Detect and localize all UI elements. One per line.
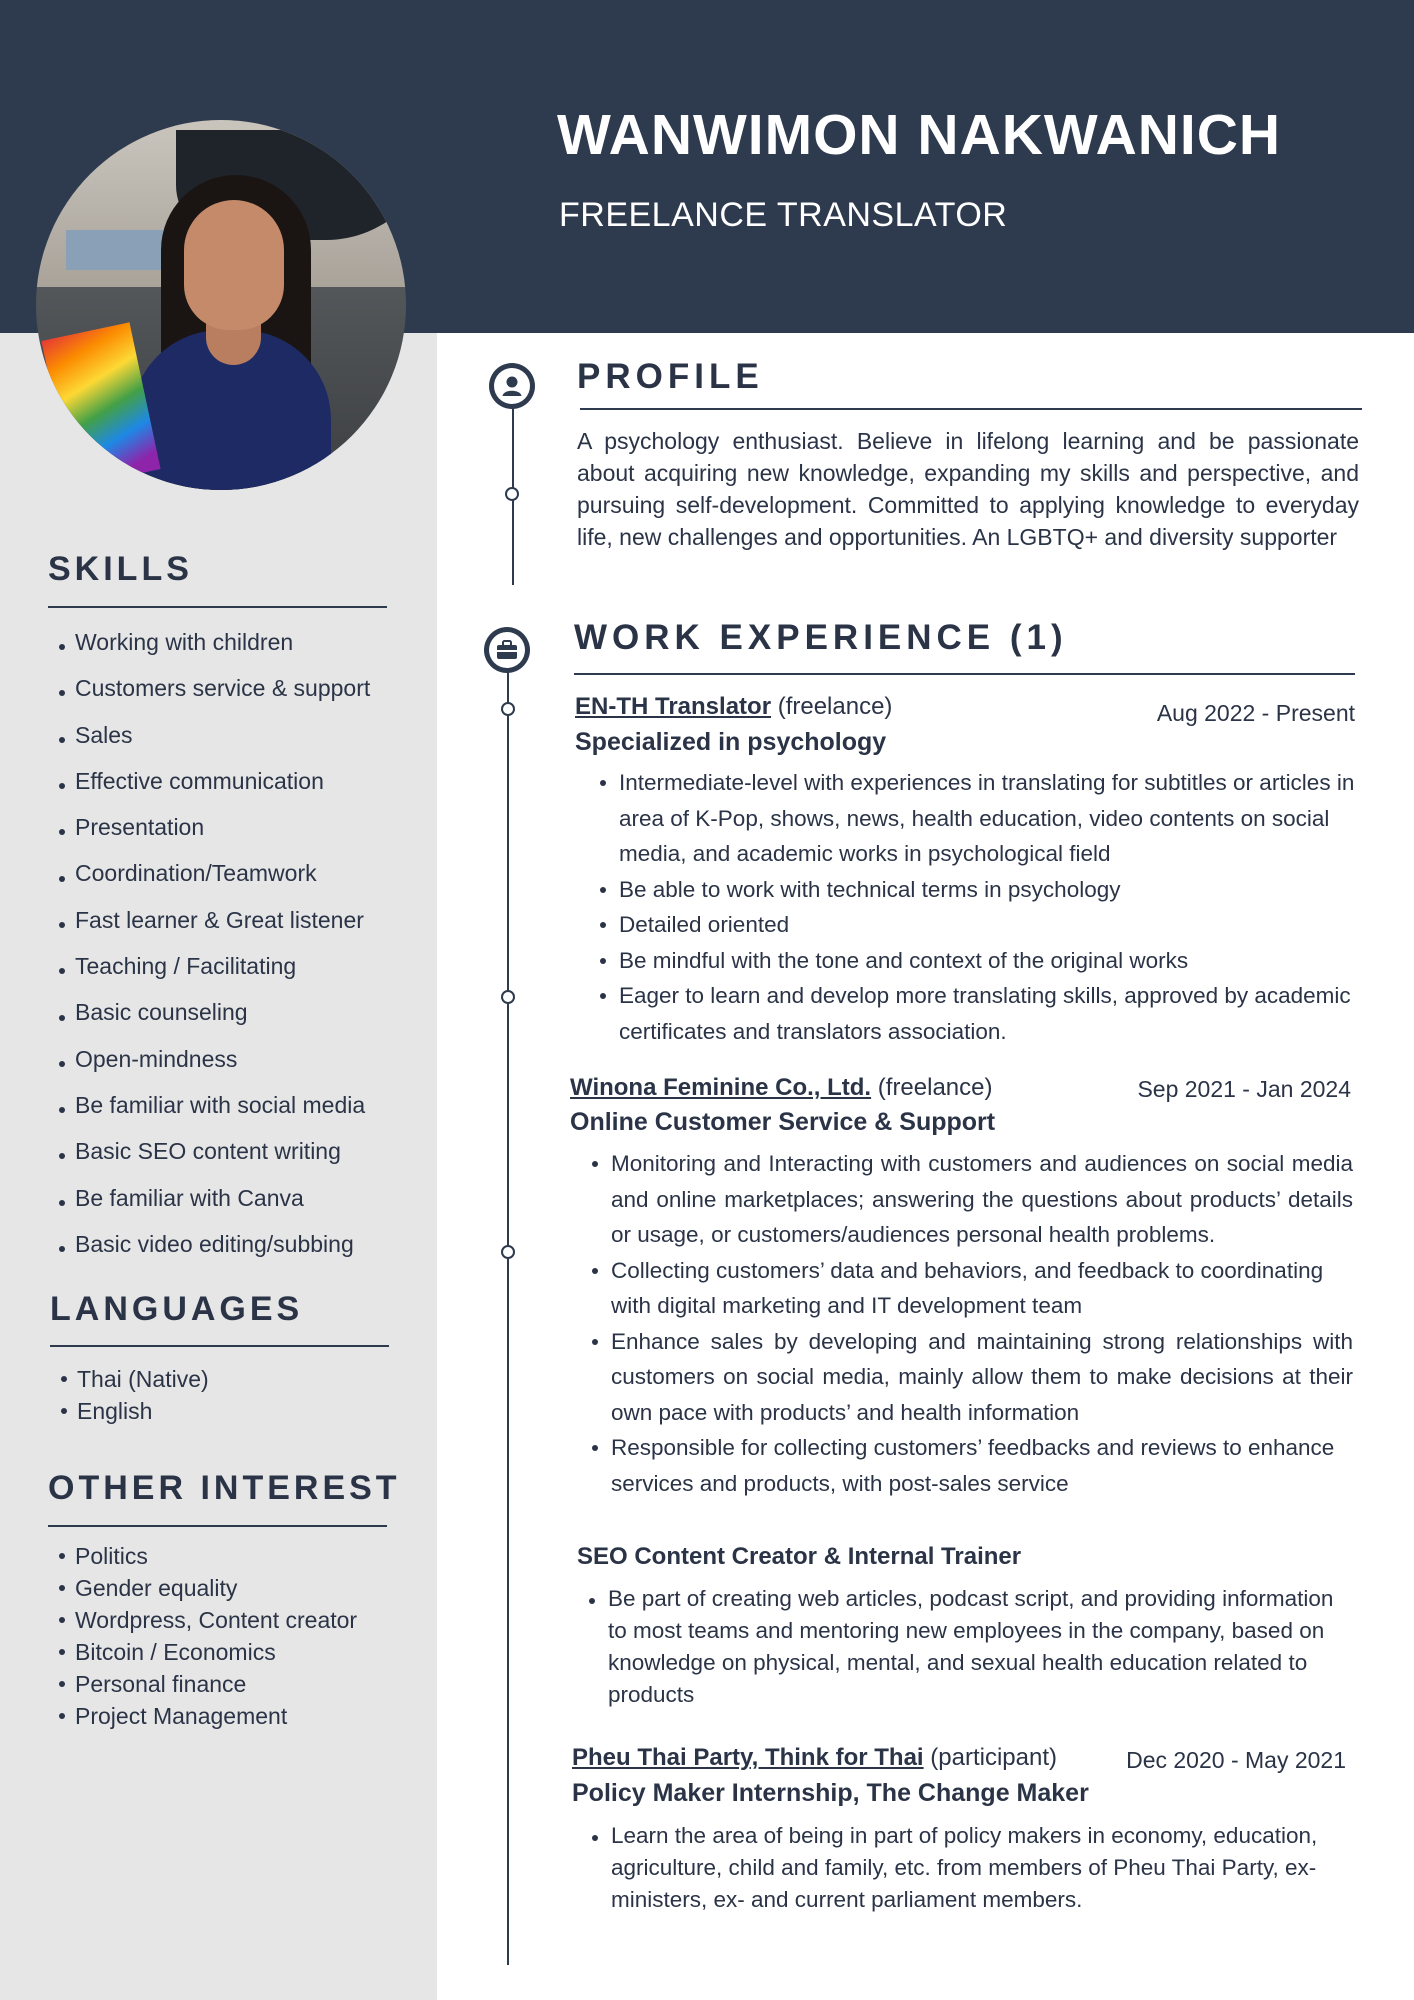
- timeline-node: [501, 702, 515, 716]
- timeline-node: [501, 990, 515, 1004]
- work-heading: WORK EXPERIENCE (1): [574, 618, 1068, 657]
- job-bullets: [581, 1820, 1331, 1916]
- job-date: Aug 2022 - Present: [1156, 700, 1355, 726]
- job-type: (freelance): [877, 1074, 993, 1101]
- job-subtitle: Policy Maker Internship, The Change Maker: [572, 1779, 1089, 1807]
- skill-item: Sales: [48, 717, 370, 763]
- job-role: FREELANCE TRANSLATOR: [559, 196, 1008, 234]
- interest-item: Personal finance: [48, 1668, 357, 1700]
- job-bullet: Intermediate-level with experiences in translating for subtitles or articles in area of K-Pop, shows, news, health education, video contents on social media, and academic works in psychological field: [589, 765, 1359, 872]
- skill-item: Basic video editing/subbing: [48, 1226, 370, 1272]
- work-rule: [574, 673, 1355, 675]
- timeline-node: [501, 1245, 515, 1259]
- skill-item: Basic counseling: [48, 994, 370, 1040]
- job-title-line: [572, 1744, 1057, 1772]
- interest-item: Gender equality: [48, 1572, 357, 1604]
- skill-item: Basic SEO content writing: [48, 1133, 370, 1179]
- skill-item: Be familiar with social media: [48, 1087, 370, 1133]
- interest-item: Politics: [48, 1540, 357, 1572]
- job-bullets: [589, 765, 1359, 1049]
- profile-heading: PROFILE: [577, 357, 764, 396]
- interests-list: [48, 1540, 357, 1732]
- briefcase-icon: [484, 627, 530, 673]
- skill-item: Be familiar with Canva: [48, 1180, 370, 1226]
- job-bullets-2: [578, 1583, 1338, 1711]
- languages-heading: LANGUAGES: [50, 1290, 304, 1328]
- skill-item: Fast learner & Great listener: [48, 902, 370, 948]
- skill-item: Presentation: [48, 809, 370, 855]
- interests-rule: [48, 1525, 387, 1527]
- interest-item: Wordpress, Content creator: [48, 1604, 357, 1636]
- skill-item: Teaching / Facilitating: [48, 948, 370, 994]
- job-bullet: Responsible for collecting customers’ feedbacks and reviews to enhance services and products, with post-sales service: [581, 1430, 1353, 1501]
- language-item: English: [50, 1395, 209, 1427]
- skill-item: Coordination/Teamwork: [48, 855, 370, 901]
- skill-item: Open-mindness: [48, 1041, 370, 1087]
- skill-item: Effective communication: [48, 763, 370, 809]
- job-subtitle: Online Customer Service & Support: [570, 1108, 996, 1136]
- job-date: Dec 2020 - May 2021: [1126, 1747, 1346, 1773]
- company-link[interactable]: EN-TH Translator: [575, 693, 772, 720]
- job-bullet: Detailed oriented: [589, 907, 1359, 943]
- job-type: (freelance): [777, 693, 893, 720]
- skills-list: [48, 624, 370, 1272]
- job-bullet: Collecting customers’ data and behaviors, and feedback to coordinating with digital marketing and IT development team: [581, 1253, 1353, 1324]
- timeline-line-work: [507, 660, 509, 1965]
- job-title-line: [570, 1074, 993, 1102]
- interests-heading: OTHER INTEREST: [48, 1469, 401, 1507]
- profile-photo: [36, 120, 406, 490]
- skill-item: Customers service & support: [48, 670, 370, 716]
- job-subtitle: Specialized in psychology: [575, 728, 887, 756]
- job-bullet: Eager to learn and develop more translating skills, approved by academic certificates and translators association.: [589, 978, 1359, 1049]
- interest-item: Project Management: [48, 1700, 357, 1732]
- job-bullet: Enhance sales by developing and maintaining strong relationships with customers on social media, mainly allow them to make decisions at their own pace with products’ and health information: [581, 1324, 1353, 1431]
- full-name: WANWIMON NAKWANICH: [557, 103, 1282, 167]
- skill-item: Working with children: [48, 624, 370, 670]
- job-bullet: Learn the area of being in part of policy makers in economy, education, agriculture, child and family, etc. from members of Pheu Thai Party, ex-ministers, ex- and current parliament members.: [581, 1820, 1331, 1916]
- job-bullet: Be part of creating web articles, podcast script, and providing information to most teams and mentoring new employees in the company, based on knowledge on physical, mental, and sexual health education related to products: [578, 1583, 1338, 1711]
- languages-list: [50, 1363, 209, 1427]
- languages-rule: [50, 1345, 389, 1347]
- company-link[interactable]: Pheu Thai Party, Think for Thai: [572, 1744, 924, 1771]
- profile-rule: [580, 408, 1362, 410]
- job-bullet: Be mindful with the tone and context of the original works: [589, 943, 1359, 979]
- job-type: (participant): [930, 1744, 1057, 1771]
- job-subtitle-2: SEO Content Creator & Internal Trainer: [577, 1543, 1022, 1570]
- timeline-line-profile: [512, 385, 514, 585]
- skills-heading: SKILLS: [48, 550, 193, 588]
- language-item: Thai (Native): [50, 1363, 209, 1395]
- profile-text: A psychology enthusiast. Believe in lifelong learning and be passionate about acquiring new knowledge, expanding my skills and perspective, and pursuing self-development. Committed to applying knowledge to everyday life, new challenges and opportunities. An LGBTQ+ and diversity supporter: [577, 428, 1359, 550]
- job-bullet: Be able to work with technical terms in psychology: [589, 872, 1359, 908]
- company-link[interactable]: Winona Feminine Co., Ltd.: [570, 1074, 872, 1101]
- job-date: Sep 2021 - Jan 2024: [1137, 1076, 1351, 1102]
- job-title-line: [575, 693, 892, 721]
- job-bullet: Monitoring and Interacting with customers and audiences on social media and online marketplaces; answering the questions about products’ details or usage, or customers/audiences personal health problems.: [581, 1146, 1353, 1253]
- job-bullets: [581, 1146, 1353, 1501]
- person-icon: [489, 363, 535, 409]
- interest-item: Bitcoin / Economics: [48, 1636, 357, 1668]
- skills-rule: [48, 606, 387, 608]
- timeline-node: [505, 487, 519, 501]
